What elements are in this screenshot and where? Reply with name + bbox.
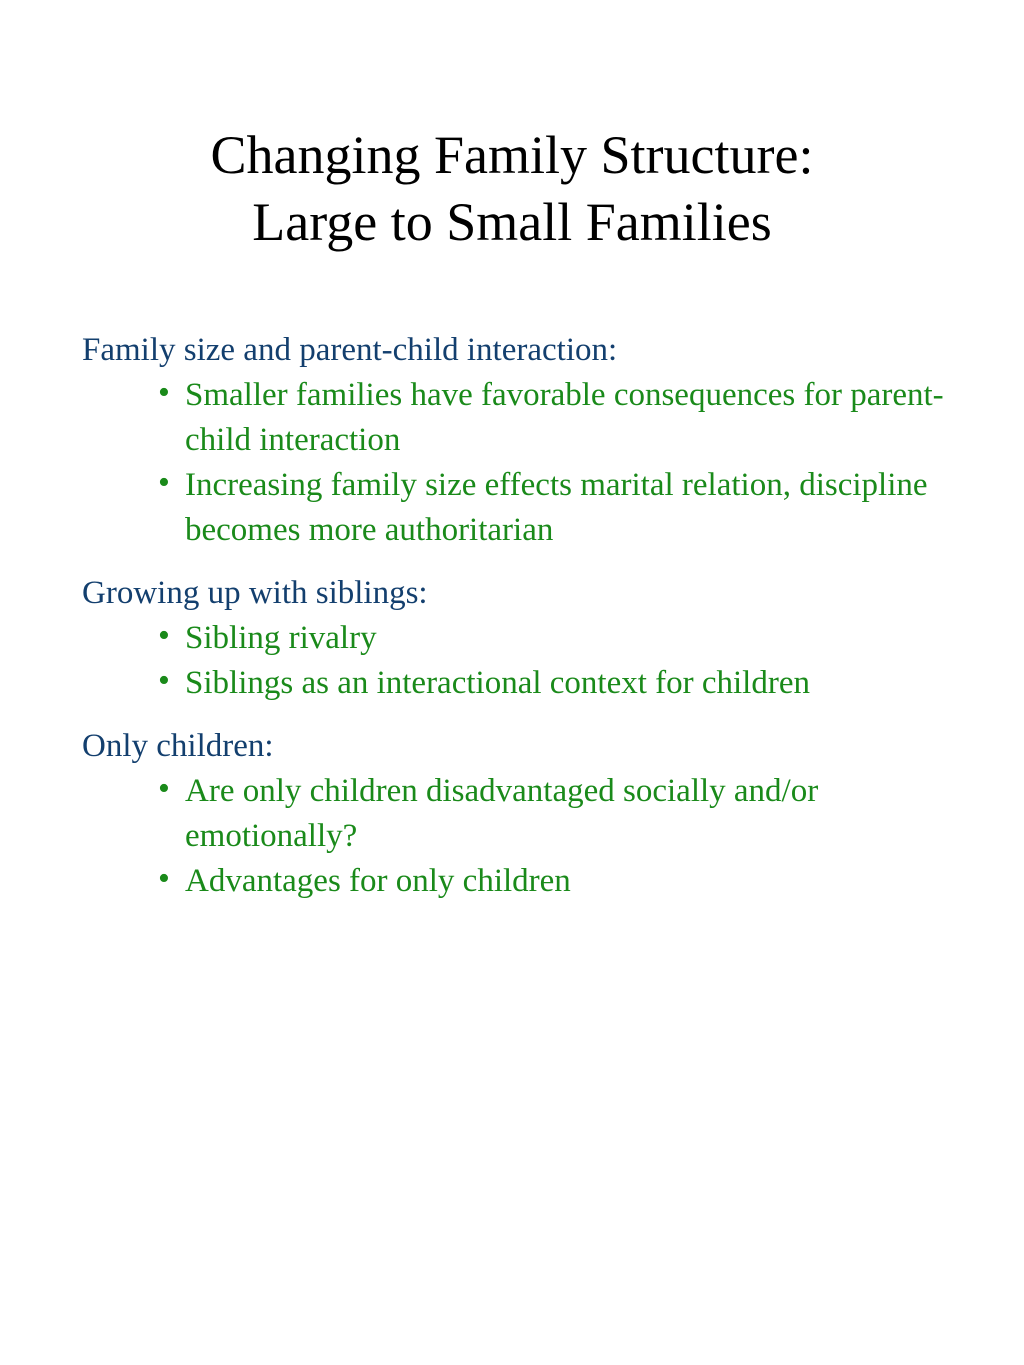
bullet-item <box>158 661 982 706</box>
bullet-text: Increasing family size effects marital relation, discipline becomes more authoritarian <box>185 467 928 548</box>
bullet-item <box>158 769 982 859</box>
bullet-dot-icon: • <box>158 860 170 897</box>
bullet-list <box>82 769 982 904</box>
bullet-dot-icon: • <box>158 464 170 501</box>
bullet-text: Smaller families have favorable consequences for parent-child interaction <box>185 377 944 458</box>
section-siblings <box>82 571 982 706</box>
bullet-text: Are only children disadvantaged socially and/or emotionally? <box>185 773 819 854</box>
slide-title-line-1: Changing Family Structure: <box>210 125 814 185</box>
bullet-text: Siblings as an interactional context for children <box>185 665 810 701</box>
bullet-item <box>158 859 982 904</box>
section-heading: Only children: <box>82 728 274 764</box>
slide-title <box>0 122 1024 256</box>
bullet-item <box>158 463 982 553</box>
bullet-text: Sibling rivalry <box>185 620 377 656</box>
section-heading: Family size and parent-child interaction: <box>82 332 618 368</box>
section-family-size <box>82 328 982 553</box>
bullet-dot-icon: • <box>158 770 170 807</box>
bullet-list <box>82 373 982 553</box>
bullet-text: Advantages for only children <box>185 863 571 899</box>
section-only-children <box>82 724 982 904</box>
bullet-dot-icon: • <box>158 374 170 411</box>
bullet-item <box>158 373 982 463</box>
bullet-list <box>82 616 982 706</box>
bullet-item <box>158 616 982 661</box>
slide-content <box>82 328 982 922</box>
slide-title-line-2: Large to Small Families <box>252 192 772 252</box>
section-heading: Growing up with siblings: <box>82 575 428 611</box>
bullet-dot-icon: • <box>158 617 170 654</box>
bullet-dot-icon: • <box>158 662 170 699</box>
